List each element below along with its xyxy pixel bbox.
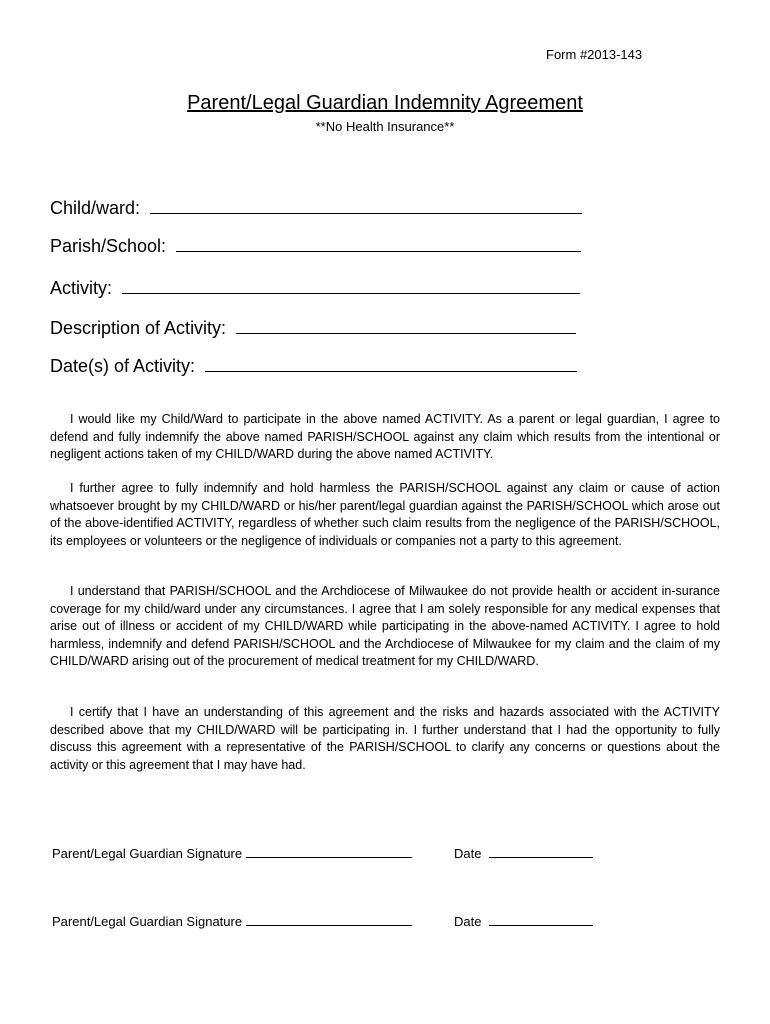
paragraph-2: I further agree to fully indemnify and hold harmless the PARISH/SCHOOL against any claim or cause of action whatsoever brought by my CHILD/WARD or his/her parent/legal guardian against the PARISH/SCHOOL which arose out of the above-identified ACTIVITY, regardless of whether such claim results from the negligence of the PARISH/SCHOOL, its employees or volunteers or the negligence of individuals or companies not a party to this agreement. <box>50 481 720 548</box>
activity-input-line[interactable] <box>122 273 580 294</box>
activity-label: Activity: <box>50 278 113 298</box>
paragraph-4: I certify that I have an understanding of this agreement and the risks and hazards associated with the ACTIVITY described above that my CHILD/WARD will be participating in. I further understand that I had the opportunity to fully discuss this agreement with a representative of the PARISH/SCHOOL to clarify any concerns or questions about the activity or this agreement that I may have had. <box>50 705 720 772</box>
form-number: Form #2013-143 <box>546 47 643 62</box>
date-row-2 <box>454 911 593 929</box>
dates-field <box>50 351 577 377</box>
description-field <box>50 313 576 339</box>
signature-line-2[interactable] <box>246 911 412 926</box>
page-subtitle: **No Health Insurance** <box>315 119 455 134</box>
date-line-1[interactable] <box>489 843 593 858</box>
date-line-2[interactable] <box>489 911 593 926</box>
signature-row-2 <box>52 911 412 929</box>
dates-label: Date(s) of Activity: <box>50 356 196 376</box>
child-ward-input-line[interactable] <box>150 193 582 214</box>
activity-field <box>50 273 580 299</box>
child-ward-field <box>50 193 582 219</box>
date-label-1: Date <box>454 846 482 861</box>
description-label: Description of Activity: <box>50 318 227 338</box>
paragraph-3: I understand that PARISH/SCHOOL and the Archdiocese of Milwaukee do not provide health or accident in-surance coverage for my child/ward under any circumstances. I agree that I am solely responsible for any medical expenses that arise out of illness or accident of my CHILD/WARD while participating in the above-named ACTIVITY. I agree to hold harmless, indemnify and defend PARISH/SCHOOL and the Archdiocese of Milwaukee for my claim and the claim of my CHILD/WARD arising out of the procurement of medical treatment for my CHILD/WARD. <box>50 584 720 669</box>
signature-row-1 <box>52 843 412 861</box>
paragraph-1: I would like my Child/Ward to participate in the above named ACTIVITY. As a parent or legal guardian, I agree to defend and fully indemnify the above named PARISH/SCHOOL against any claim which results from the intentional or negligent actions taken of my CHILD/WARD during the above named ACTIVITY. <box>50 412 720 462</box>
date-row-1 <box>454 843 593 861</box>
description-input-line[interactable] <box>236 313 576 334</box>
dates-input-line[interactable] <box>205 351 577 372</box>
parish-school-label: Parish/School: <box>50 236 167 256</box>
child-ward-label: Child/ward: <box>50 198 141 218</box>
parish-school-input-line[interactable] <box>176 231 581 252</box>
signature-label-2: Parent/Legal Guardian Signature <box>52 914 243 929</box>
date-label-2: Date <box>454 914 482 929</box>
parish-school-field <box>50 231 581 257</box>
signature-line-1[interactable] <box>246 843 412 858</box>
page-title: Parent/Legal Guardian Indemnity Agreement <box>187 92 583 114</box>
signature-label-1: Parent/Legal Guardian Signature <box>52 846 243 861</box>
